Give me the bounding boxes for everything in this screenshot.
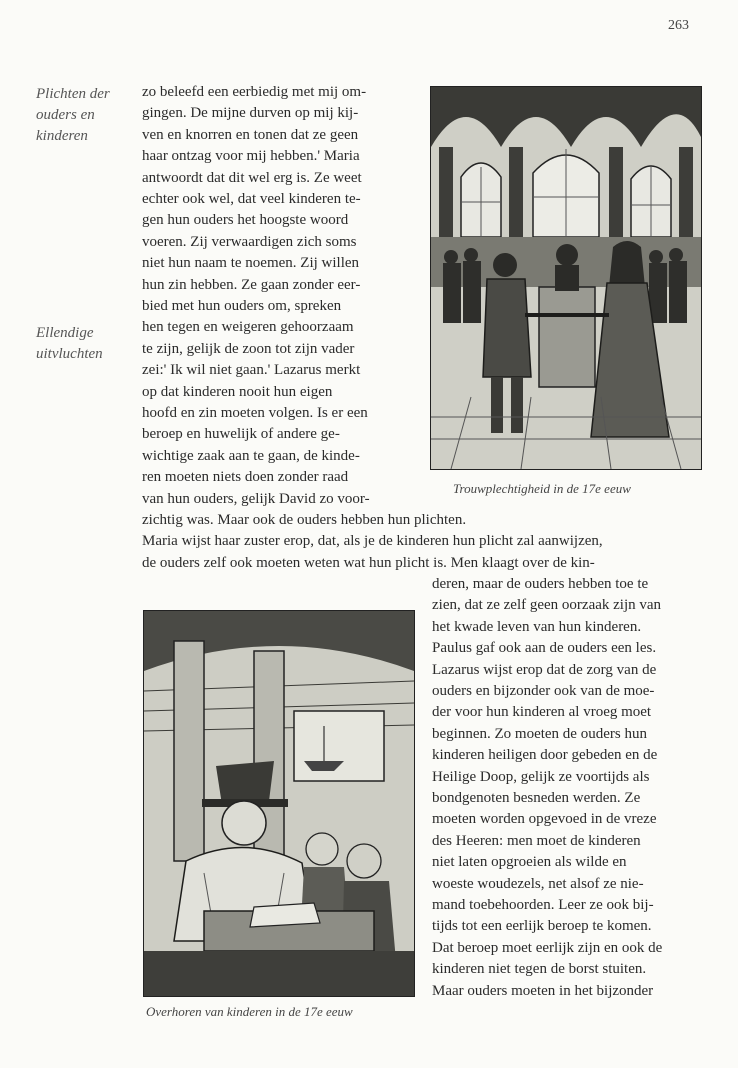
margin-note-line: Ellendige [36, 325, 94, 341]
text-line: gen hun ouders het hoogste woord [142, 212, 349, 229]
text-line: kinderen heiligen door gebeden en de [432, 747, 658, 764]
margin-note-duties [36, 84, 136, 147]
text-line: Heilige Doop, gelijk ze voortijds als [432, 768, 650, 785]
text-line: Dat beroep moet eerlijk zijn en ook de [432, 939, 663, 956]
wedding-illustration [431, 87, 701, 469]
text-line: ven en knorren en tonen dat ze geen [142, 126, 359, 143]
text-line: wichtige zaak aan te gaan, de kinde- [142, 447, 360, 464]
text-line: hen tegen en weigeren gehoorzaam [142, 319, 354, 336]
text-line: zichtig was. Maar ook de ouders hebben hun plichten. [142, 512, 467, 528]
text-line: beginnen. Zo moeten de ouders hun [432, 725, 647, 742]
text-line: kinderen niet tegen de borst stuiten. [432, 961, 647, 978]
text-line: mand toebehoorden. Leer ze ook bij- [432, 897, 654, 913]
text-line: bondgenoten besneden werden. Ze [432, 790, 641, 806]
text-line: ouders en bijzonder ook van de moe- [432, 683, 655, 699]
text-line: hoofd en zin moeten volgen. Is er een [142, 405, 368, 421]
text-line: te zijn, gelijk de zoon tot zijn vader [142, 340, 355, 357]
margin-note-line: Plichten der [36, 86, 110, 102]
classroom-illustration [144, 611, 414, 996]
figure-classroom-engraving [143, 610, 415, 997]
text-line: niet laten opgroeien als wilde en [432, 854, 627, 871]
margin-note-line: uitvluchten [36, 346, 103, 362]
text-line: voeren. Zij verwaardigen zich soms [142, 233, 357, 250]
text-line: zei:' Ik wil niet gaan.' Lazarus merkt [142, 362, 361, 379]
text-line: van hun ouders, gelijk David zo voor- [142, 490, 370, 507]
figure-wedding-engraving [430, 86, 702, 470]
text-line: antwoordt dat dit wel erg is. Ze weet [142, 169, 362, 186]
text-line: haar ontzag voor mij hebben.' Maria [142, 148, 360, 165]
text-line: niet hun naam te noemen. Zij willen [142, 255, 360, 272]
text-line: woeste woudezels, net alsof ze nie- [432, 875, 644, 892]
text-line: ren moeten niets doen zonder raad [142, 469, 349, 486]
text-line: der voor hun kinderen al vroeg moet [432, 704, 652, 721]
figure-caption-wedding: Trouwplechtigheid in de 17e eeuw [453, 481, 631, 496]
text-line: deren, maar de ouders hebben toe te [432, 576, 649, 592]
figure-caption-classroom: Overhoren van kinderen in de 17e eeuw [146, 1004, 353, 1019]
text-line: echter ook wel, dat veel kinderen te- [142, 191, 361, 207]
page-number: 263 [668, 18, 689, 33]
margin-note-line: ouders en [36, 107, 95, 123]
text-line: bied met hun ouders om, spreken [142, 298, 342, 314]
text-line: moeten worden opgevoed in de vreze [432, 811, 657, 828]
text-line: des Heeren: men moet de kinderen [432, 832, 641, 849]
text-line: Paulus gaf ook aan de ouders een les. [432, 640, 657, 657]
text-line: Maar ouders moeten in het bijzonder [432, 982, 654, 999]
text-line: Maria wijst haar zuster erop, dat, als je de kinderen hun plicht zal aanwijzen, [142, 533, 603, 550]
text-line: tijds tot een eerlijk beroep te komen. [432, 918, 652, 935]
text-line: het kwade leven van hun kinderen. [432, 618, 642, 635]
text-line: de ouders zelf ook moeten weten wat hun plicht is. Men klaagt over de kin- [142, 554, 595, 571]
text-line: op dat kinderen nooit hun eigen [142, 383, 333, 400]
text-line: hun zin hebben. Ze gaan zonder eer- [142, 276, 361, 293]
text-line: beroep en huwelijk of andere ge- [142, 426, 340, 443]
margin-note-line: kinderen [36, 128, 88, 144]
text-line: zien, dat ze zelf geen oorzaak zijn van [432, 597, 662, 614]
text-line: gingen. De mijne durven op mij kij- [142, 105, 359, 122]
margin-note-excuses [36, 323, 136, 365]
text-line: zo beleefd een eerbiedig met mij om- [142, 84, 367, 100]
text-line: Lazarus wijst erop dat de zorg van de [432, 661, 657, 678]
